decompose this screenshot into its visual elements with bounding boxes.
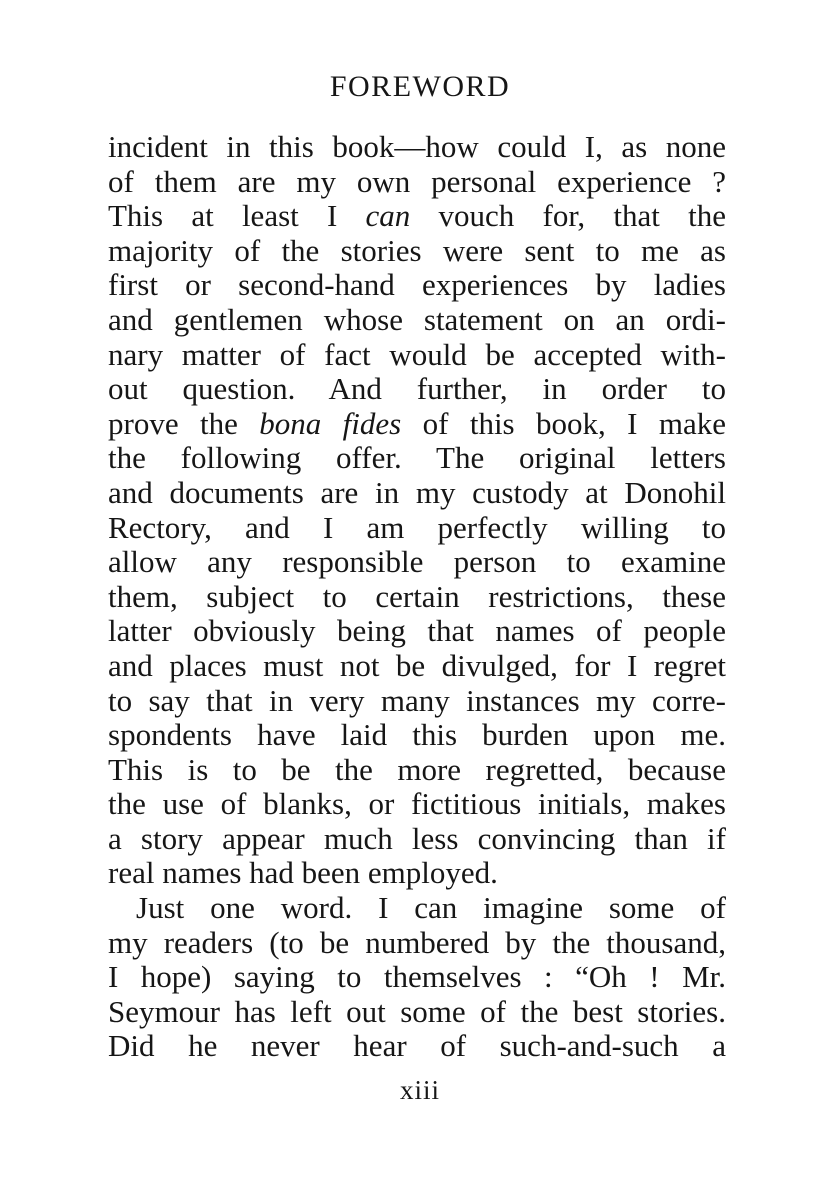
text-line [108, 199, 726, 234]
text-line [108, 407, 726, 442]
text-line: the use of blanks, or fictitious initials, makes [108, 786, 726, 822]
text-line: of them are my own personal experience ? [108, 163, 726, 199]
text-line: Seymour has left out some of the best stories. [108, 993, 726, 1029]
emphasis-bona-fides: bona fides [259, 405, 402, 441]
text-line-rest: of this book, I make [422, 405, 726, 441]
text-line-prefix: This at least I [108, 198, 366, 234]
text-line: and places must not be divulged, for I regret [108, 647, 726, 683]
text-line: allow any responsible person to examine [108, 544, 726, 580]
text-line: to say that in very many instances my corre- [108, 682, 726, 718]
body-text [108, 130, 726, 1064]
text-line: out question. And further, in order to [108, 371, 726, 407]
paragraph-1 [108, 130, 726, 891]
paragraph-2 [108, 891, 726, 1064]
text-line: spondents have laid this burden upon me. [108, 717, 726, 753]
text-line: them, subject to certain restrictions, these [108, 578, 726, 614]
text-line: majority of the stories were sent to me as [108, 232, 726, 268]
text-line: Just one word. I can imagine some of [136, 890, 726, 926]
page-number: xiii [399, 1075, 440, 1105]
text-line-rest: vouch for, that the [438, 198, 726, 234]
text-line: first or second-hand experiences by ladies [108, 267, 726, 303]
text-line: I hope) saying to themselves : “Oh ! Mr. [108, 959, 726, 995]
text-line: Rectory, and I am perfectly willing to [108, 509, 726, 545]
text-line: my readers (to be numbered by the thousand, [108, 924, 726, 960]
text-line: and documents are in my custody at Donohil [108, 474, 726, 510]
text-line: the following offer. The original letters [108, 440, 726, 476]
text-line: This is to be the more regretted, because [108, 751, 726, 787]
text-line: real names had been employed. [108, 855, 498, 891]
text-line: Did he never hear of such-and-such a [108, 1028, 726, 1064]
text-line: nary matter of fact would be accepted with- [108, 336, 726, 372]
text-line: incident in this book—how could I, as none [108, 129, 726, 164]
text-line: a story appear much less convincing than if [108, 820, 726, 856]
emphasis-can: can [365, 198, 411, 234]
running-header: FOREWORD [329, 70, 511, 103]
text-line: and gentlemen whose statement on an ordi- [108, 301, 726, 337]
text-line: latter obviously being that names of people [108, 613, 726, 649]
text-line-prefix: prove the [108, 405, 260, 441]
